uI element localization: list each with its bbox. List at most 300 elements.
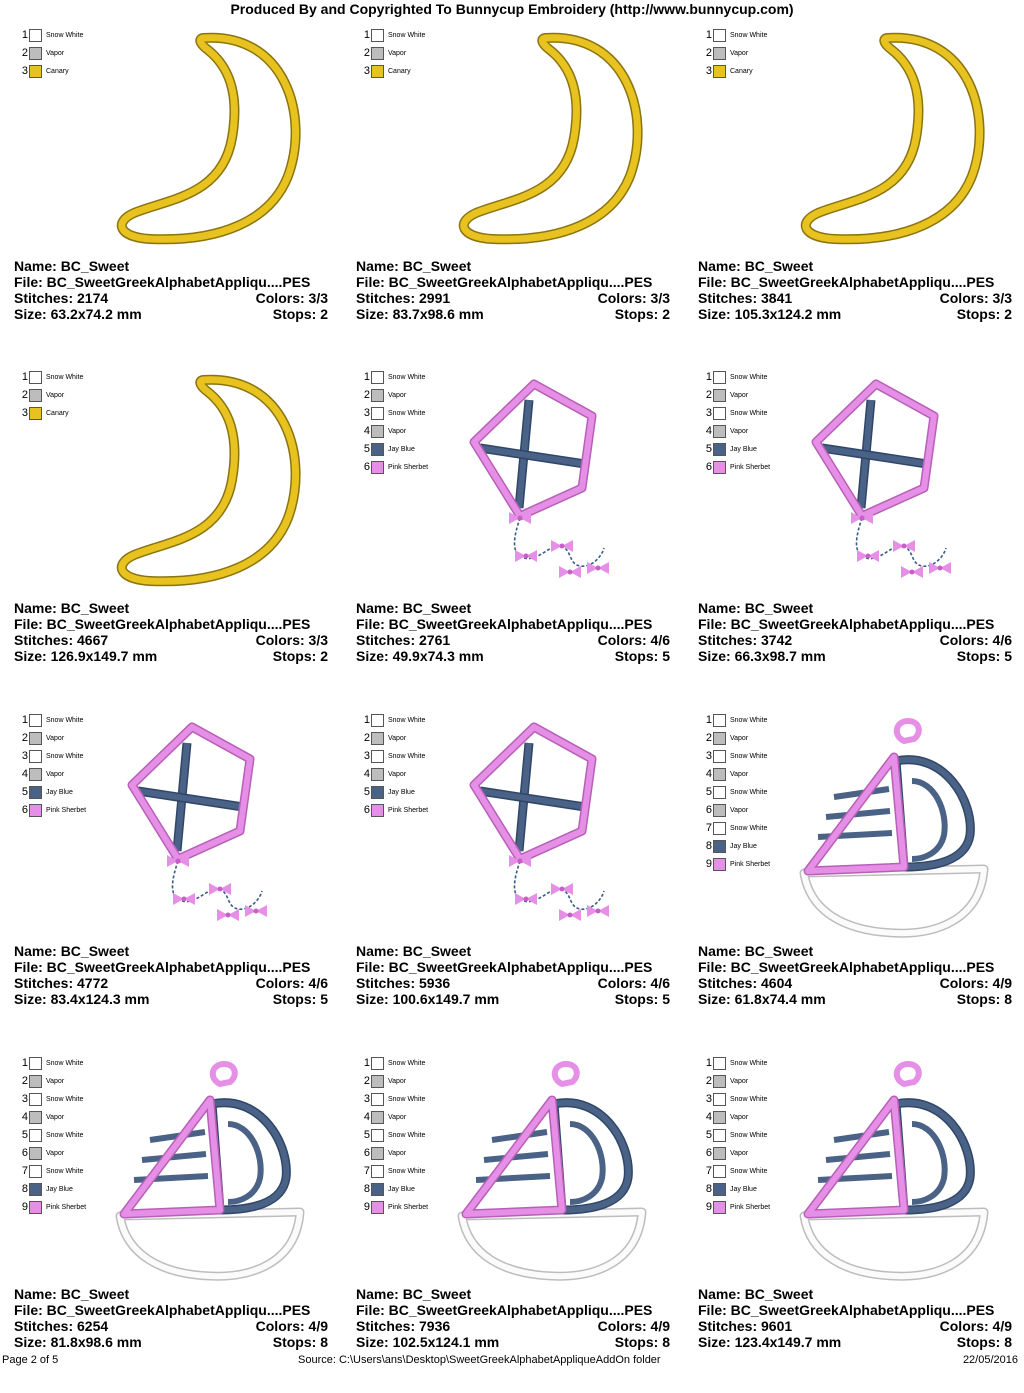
legend-item <box>360 711 428 729</box>
design-card <box>0 22 342 365</box>
color-legend <box>360 368 428 476</box>
legend-number: 6 <box>705 461 712 473</box>
legend-color-name: Vapor <box>730 1113 749 1121</box>
design-info <box>14 258 328 322</box>
stitch-count: Stitches: 5936 <box>356 975 451 991</box>
design-name: Name: BC_Sweet <box>14 258 130 274</box>
legend-number: 3 <box>363 750 370 762</box>
legend-color-name: Vapor <box>730 427 749 435</box>
stop-count: Stops: 8 <box>956 991 1012 1007</box>
design-card <box>684 707 1024 1050</box>
design-size: Size: 126.9x149.7 mm <box>14 648 158 664</box>
legend-number: 3 <box>21 65 28 77</box>
color-swatch <box>29 1147 42 1160</box>
design-name: Name: BC_Sweet <box>356 1286 472 1302</box>
legend-color-name: Snow White <box>730 752 768 760</box>
legend-number: 1 <box>21 29 28 41</box>
legend-item <box>360 440 428 458</box>
color-swatch <box>713 407 726 420</box>
legend-item <box>18 729 86 747</box>
color-count: Colors: 4/6 <box>255 975 328 991</box>
color-swatch <box>713 47 726 60</box>
legend-color-name: Snow White <box>730 373 768 381</box>
color-swatch <box>371 804 384 817</box>
color-swatch <box>371 714 384 727</box>
color-swatch <box>371 389 384 402</box>
legend-color-name: Vapor <box>388 49 407 57</box>
color-swatch <box>713 768 726 781</box>
stop-count: Stops: 2 <box>614 306 670 322</box>
legend-item <box>360 422 428 440</box>
legend-number: 3 <box>705 750 712 762</box>
legend-color-name: Vapor <box>730 806 749 814</box>
stitch-count: Stitches: 9601 <box>698 1318 793 1334</box>
legend-item <box>18 1108 86 1126</box>
color-swatch <box>29 1201 42 1214</box>
legend-number: 9 <box>705 1201 712 1213</box>
design-info <box>356 943 670 1007</box>
color-swatch <box>29 371 42 384</box>
design-card <box>342 707 684 1050</box>
design-file: File: BC_SweetGreekAlphabetAppliqu....PES <box>356 274 653 290</box>
design-size: Size: 83.4x124.3 mm <box>14 991 150 1007</box>
legend-number: 5 <box>705 786 712 798</box>
design-size: Size: 66.3x98.7 mm <box>698 648 826 664</box>
legend-item <box>360 368 428 386</box>
color-swatch <box>371 1075 384 1088</box>
stitch-count: Stitches: 2174 <box>14 290 109 306</box>
boat-design-preview <box>110 1054 310 1286</box>
legend-item <box>702 1144 770 1162</box>
color-swatch <box>371 407 384 420</box>
color-swatch <box>371 29 384 42</box>
design-card <box>684 22 1024 365</box>
stitch-count: Stitches: 3841 <box>698 290 793 306</box>
legend-color-name: Snow White <box>388 1167 426 1175</box>
legend-item <box>360 1072 428 1090</box>
legend-color-name: Vapor <box>730 1077 749 1085</box>
boat-design-preview <box>794 711 994 943</box>
color-swatch <box>29 1183 42 1196</box>
legend-number: 3 <box>705 407 712 419</box>
design-card <box>342 364 684 707</box>
legend-number: 6 <box>363 804 370 816</box>
legend-color-name: Snow White <box>388 409 426 417</box>
color-swatch <box>371 443 384 456</box>
design-name: Name: BC_Sweet <box>698 258 814 274</box>
design-card <box>684 1050 1024 1393</box>
design-info <box>356 600 670 664</box>
color-legend <box>18 1054 86 1216</box>
legend-number: 1 <box>705 714 712 726</box>
color-swatch <box>713 714 726 727</box>
legend-color-name: Vapor <box>46 1149 65 1157</box>
color-count: Colors: 4/9 <box>255 1318 328 1334</box>
legend-item <box>18 386 83 404</box>
legend-item <box>18 1090 86 1108</box>
color-swatch <box>713 858 726 871</box>
design-size: Size: 61.8x74.4 mm <box>698 991 826 1007</box>
color-legend <box>360 26 425 80</box>
legend-item <box>360 1090 428 1108</box>
color-swatch <box>371 1147 384 1160</box>
legend-item <box>360 783 428 801</box>
legend-item <box>702 747 770 765</box>
legend-number: 7 <box>705 1165 712 1177</box>
design-info <box>698 258 1012 322</box>
color-swatch <box>713 371 726 384</box>
design-name: Name: BC_Sweet <box>356 258 472 274</box>
stitch-count: Stitches: 3742 <box>698 632 793 648</box>
legend-color-name: Jay Blue <box>388 788 415 796</box>
legend-number: 5 <box>21 786 28 798</box>
color-legend <box>18 368 83 422</box>
legend-item <box>702 458 770 476</box>
legend-item <box>702 1162 770 1180</box>
legend-color-name: Vapor <box>730 1149 749 1157</box>
legend-item <box>360 765 428 783</box>
legend-color-name: Jay Blue <box>46 1185 73 1193</box>
design-info <box>14 943 328 1007</box>
legend-item <box>18 1144 86 1162</box>
legend-number: 4 <box>21 1111 28 1123</box>
legend-item <box>18 765 86 783</box>
legend-number: 5 <box>21 1129 28 1141</box>
legend-color-name: Snow White <box>730 1095 768 1103</box>
legend-number: 6 <box>705 804 712 816</box>
legend-item <box>18 801 86 819</box>
design-name: Name: BC_Sweet <box>698 943 814 959</box>
legend-item <box>18 1126 86 1144</box>
design-info <box>698 600 1012 664</box>
design-file: File: BC_SweetGreekAlphabetAppliqu....PES <box>698 274 995 290</box>
color-swatch <box>29 1129 42 1142</box>
stop-count: Stops: 2 <box>272 648 328 664</box>
legend-color-name: Pink Sherbet <box>388 806 429 814</box>
legend-item <box>18 711 86 729</box>
legend-number: 2 <box>21 732 28 744</box>
color-swatch <box>371 1201 384 1214</box>
legend-item <box>18 368 83 386</box>
legend-number: 6 <box>21 1147 28 1159</box>
legend-number: 1 <box>705 371 712 383</box>
design-file: File: BC_SweetGreekAlphabetAppliqu....PES <box>698 1302 995 1318</box>
legend-item <box>360 26 425 44</box>
design-size: Size: 83.7x98.6 mm <box>356 306 484 322</box>
color-count: Colors: 4/6 <box>939 632 1012 648</box>
color-swatch <box>371 65 384 78</box>
legend-color-name: Snow White <box>730 1167 768 1175</box>
color-swatch <box>371 786 384 799</box>
design-size: Size: 81.8x98.6 mm <box>14 1334 142 1350</box>
legend-color-name: Snow White <box>388 1131 426 1139</box>
legend-item <box>18 44 83 62</box>
legend-number: 3 <box>363 65 370 77</box>
legend-number: 1 <box>363 1057 370 1069</box>
legend-color-name: Pink Sherbet <box>730 860 771 868</box>
design-card <box>342 1050 684 1393</box>
color-swatch <box>371 1129 384 1142</box>
color-swatch <box>713 1057 726 1070</box>
legend-color-name: Snow White <box>46 373 84 381</box>
legend-number: 3 <box>21 407 28 419</box>
legend-number: 8 <box>21 1183 28 1195</box>
legend-number: 5 <box>705 443 712 455</box>
color-swatch <box>713 443 726 456</box>
color-count: Colors: 4/6 <box>597 632 670 648</box>
legend-color-name: Vapor <box>46 391 65 399</box>
legend-number: 1 <box>705 29 712 41</box>
legend-color-name: Vapor <box>388 391 407 399</box>
legend-number: 2 <box>363 47 370 59</box>
legend-number: 4 <box>363 425 370 437</box>
color-swatch <box>713 1093 726 1106</box>
stop-count: Stops: 5 <box>614 648 670 664</box>
legend-item <box>360 1198 428 1216</box>
design-file: File: BC_SweetGreekAlphabetAppliqu....PES <box>698 616 995 632</box>
legend-item <box>702 62 767 80</box>
legend-color-name: Jay Blue <box>730 1185 757 1193</box>
color-swatch <box>29 29 42 42</box>
color-swatch <box>29 389 42 402</box>
legend-number: 9 <box>363 1201 370 1213</box>
legend-item <box>702 26 767 44</box>
legend-color-name: Snow White <box>388 716 426 724</box>
color-swatch <box>29 768 42 781</box>
legend-item <box>702 422 770 440</box>
legend-color-name: Snow White <box>730 1131 768 1139</box>
legend-color-name: Snow White <box>46 716 84 724</box>
color-swatch <box>371 1111 384 1124</box>
legend-item <box>360 458 428 476</box>
color-swatch <box>371 371 384 384</box>
color-swatch <box>713 29 726 42</box>
legend-item <box>702 1180 770 1198</box>
legend-number: 2 <box>705 1075 712 1087</box>
color-count: Colors: 3/3 <box>939 290 1012 306</box>
kite-design-preview <box>794 368 994 600</box>
legend-color-name: Vapor <box>730 391 749 399</box>
color-swatch <box>713 1147 726 1160</box>
legend-color-name: Snow White <box>388 752 426 760</box>
legend-item <box>702 1126 770 1144</box>
legend-item <box>360 747 428 765</box>
stitch-count: Stitches: 6254 <box>14 1318 109 1334</box>
color-swatch <box>29 1057 42 1070</box>
legend-number: 3 <box>363 407 370 419</box>
legend-color-name: Snow White <box>730 31 768 39</box>
legend-item <box>702 819 770 837</box>
moon-design-preview <box>110 368 310 600</box>
stop-count: Stops: 5 <box>614 991 670 1007</box>
legend-item <box>18 783 86 801</box>
design-name: Name: BC_Sweet <box>14 943 130 959</box>
legend-item <box>702 404 770 422</box>
legend-item <box>702 711 770 729</box>
legend-color-name: Vapor <box>388 1149 407 1157</box>
design-name: Name: BC_Sweet <box>698 1286 814 1302</box>
color-swatch <box>713 732 726 745</box>
color-swatch <box>29 47 42 60</box>
legend-color-name: Snow White <box>730 824 768 832</box>
legend-item <box>360 801 428 819</box>
boat-design-preview <box>452 1054 652 1286</box>
design-name: Name: BC_Sweet <box>14 600 130 616</box>
moon-design-preview <box>452 26 652 258</box>
color-swatch <box>29 1093 42 1106</box>
legend-number: 2 <box>363 1075 370 1087</box>
legend-number: 5 <box>363 1129 370 1141</box>
color-swatch <box>29 65 42 78</box>
legend-color-name: Vapor <box>730 734 749 742</box>
legend-number: 5 <box>363 443 370 455</box>
legend-number: 1 <box>21 714 28 726</box>
color-count: Colors: 4/9 <box>597 1318 670 1334</box>
legend-item <box>360 1162 428 1180</box>
legend-color-name: Snow White <box>730 788 768 796</box>
legend-number: 4 <box>705 425 712 437</box>
design-info <box>14 600 328 664</box>
design-file: File: BC_SweetGreekAlphabetAppliqu....PES <box>356 1302 653 1318</box>
design-size: Size: 49.9x74.3 mm <box>356 648 484 664</box>
stop-count: Stops: 8 <box>272 1334 328 1350</box>
legend-number: 5 <box>363 786 370 798</box>
legend-item <box>702 440 770 458</box>
boat-design-preview <box>794 1054 994 1286</box>
color-swatch <box>713 389 726 402</box>
color-swatch <box>713 1075 726 1088</box>
color-swatch <box>29 1165 42 1178</box>
stitch-count: Stitches: 2761 <box>356 632 451 648</box>
color-count: Colors: 4/9 <box>939 1318 1012 1334</box>
color-swatch <box>29 786 42 799</box>
design-file: File: BC_SweetGreekAlphabetAppliqu....PES <box>356 959 653 975</box>
color-legend <box>702 1054 770 1216</box>
legend-number: 1 <box>363 371 370 383</box>
color-swatch <box>371 750 384 763</box>
legend-color-name: Snow White <box>388 373 426 381</box>
design-size: Size: 105.3x124.2 mm <box>698 306 842 322</box>
legend-item <box>360 1180 428 1198</box>
legend-color-name: Snow White <box>46 1059 84 1067</box>
legend-number: 8 <box>363 1183 370 1195</box>
legend-number: 4 <box>21 768 28 780</box>
legend-number: 2 <box>705 47 712 59</box>
legend-item <box>702 1090 770 1108</box>
legend-number: 2 <box>21 1075 28 1087</box>
legend-item <box>702 801 770 819</box>
legend-item <box>18 26 83 44</box>
legend-number: 9 <box>21 1201 28 1213</box>
legend-number: 4 <box>363 1111 370 1123</box>
design-file: File: BC_SweetGreekAlphabetAppliqu....PES <box>14 959 311 975</box>
design-card <box>0 707 342 1050</box>
legend-color-name: Pink Sherbet <box>46 806 87 814</box>
legend-item <box>702 1198 770 1216</box>
color-swatch <box>371 47 384 60</box>
stitch-count: Stitches: 2991 <box>356 290 451 306</box>
legend-item <box>702 1072 770 1090</box>
legend-color-name: Snow White <box>46 752 84 760</box>
legend-number: 4 <box>705 768 712 780</box>
stop-count: Stops: 2 <box>956 306 1012 322</box>
legend-item <box>18 62 83 80</box>
design-info <box>356 258 670 322</box>
legend-item <box>702 368 770 386</box>
color-legend <box>702 711 770 873</box>
kite-design-preview <box>452 368 652 600</box>
legend-color-name: Canary <box>46 409 69 417</box>
design-file: File: BC_SweetGreekAlphabetAppliqu....PES <box>14 1302 311 1318</box>
legend-color-name: Vapor <box>46 770 65 778</box>
legend-color-name: Jay Blue <box>388 1185 415 1193</box>
design-file: File: BC_SweetGreekAlphabetAppliqu....PES <box>356 616 653 632</box>
legend-number: 2 <box>705 732 712 744</box>
legend-color-name: Vapor <box>730 49 749 57</box>
legend-color-name: Canary <box>388 67 411 75</box>
color-legend <box>360 1054 428 1216</box>
stop-count: Stops: 2 <box>272 306 328 322</box>
legend-color-name: Canary <box>730 67 753 75</box>
design-size: Size: 123.4x149.7 mm <box>698 1334 842 1350</box>
design-file: File: BC_SweetGreekAlphabetAppliqu....PES <box>14 616 311 632</box>
legend-number: 6 <box>363 1147 370 1159</box>
legend-color-name: Snow White <box>388 1095 426 1103</box>
design-info <box>698 1286 1012 1350</box>
design-name: Name: BC_Sweet <box>356 600 472 616</box>
design-card <box>684 364 1024 707</box>
legend-item <box>702 1108 770 1126</box>
color-swatch <box>713 822 726 835</box>
legend-item <box>360 386 428 404</box>
stop-count: Stops: 8 <box>956 1334 1012 1350</box>
legend-number: 6 <box>705 1147 712 1159</box>
legend-number: 1 <box>21 1057 28 1069</box>
stitch-count: Stitches: 4772 <box>14 975 109 991</box>
legend-item <box>18 1072 86 1090</box>
legend-item <box>18 404 83 422</box>
color-swatch <box>713 750 726 763</box>
legend-color-name: Pink Sherbet <box>730 1203 771 1211</box>
legend-color-name: Pink Sherbet <box>388 463 429 471</box>
design-file: File: BC_SweetGreekAlphabetAppliqu....PES <box>14 274 311 290</box>
design-card <box>342 22 684 365</box>
legend-number: 8 <box>705 840 712 852</box>
page-footer <box>0 1354 1024 1370</box>
design-size: Size: 102.5x124.1 mm <box>356 1334 500 1350</box>
legend-color-name: Pink Sherbet <box>730 463 771 471</box>
legend-item <box>360 1108 428 1126</box>
legend-number: 2 <box>705 389 712 401</box>
color-count: Colors: 3/3 <box>255 290 328 306</box>
color-count: Colors: 3/3 <box>597 290 670 306</box>
legend-color-name: Jay Blue <box>730 445 757 453</box>
color-swatch <box>371 461 384 474</box>
color-swatch <box>371 1183 384 1196</box>
legend-number: 2 <box>363 732 370 744</box>
legend-item <box>702 783 770 801</box>
legend-color-name: Vapor <box>388 734 407 742</box>
legend-item <box>360 62 425 80</box>
color-swatch <box>371 1057 384 1070</box>
color-swatch <box>713 840 726 853</box>
stop-count: Stops: 8 <box>614 1334 670 1350</box>
legend-color-name: Vapor <box>388 1077 407 1085</box>
color-swatch <box>713 1129 726 1142</box>
legend-item <box>360 1144 428 1162</box>
legend-color-name: Snow White <box>730 716 768 724</box>
stop-count: Stops: 5 <box>956 648 1012 664</box>
